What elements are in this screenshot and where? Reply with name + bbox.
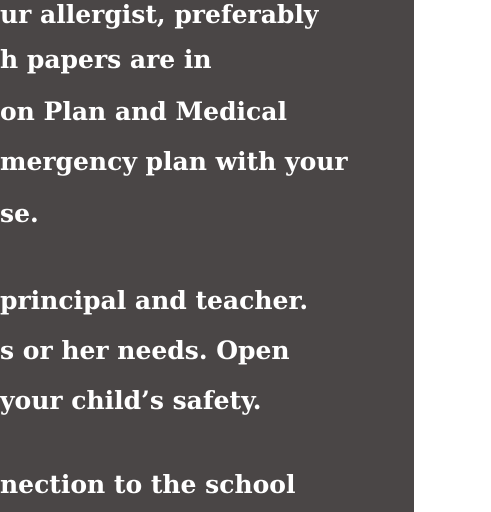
paragraph-1-line-2: h papers are in — [0, 45, 212, 74]
paragraph-1-line-1: ur allergist, preferably — [0, 0, 319, 29]
paragraph-1-line-4: mergency plan with your — [0, 147, 348, 176]
paragraph-1-line-5: se. — [0, 199, 39, 228]
paragraph-3-line-1: nection to the school — [0, 470, 296, 499]
paragraph-2-line-1: principal and teacher. — [0, 286, 309, 315]
paragraph-2-line-3: your child’s safety. — [0, 386, 262, 415]
paragraph-2-line-2: s or her needs. Open — [0, 336, 290, 365]
paragraph-1-line-3: on Plan and Medical — [0, 97, 287, 126]
